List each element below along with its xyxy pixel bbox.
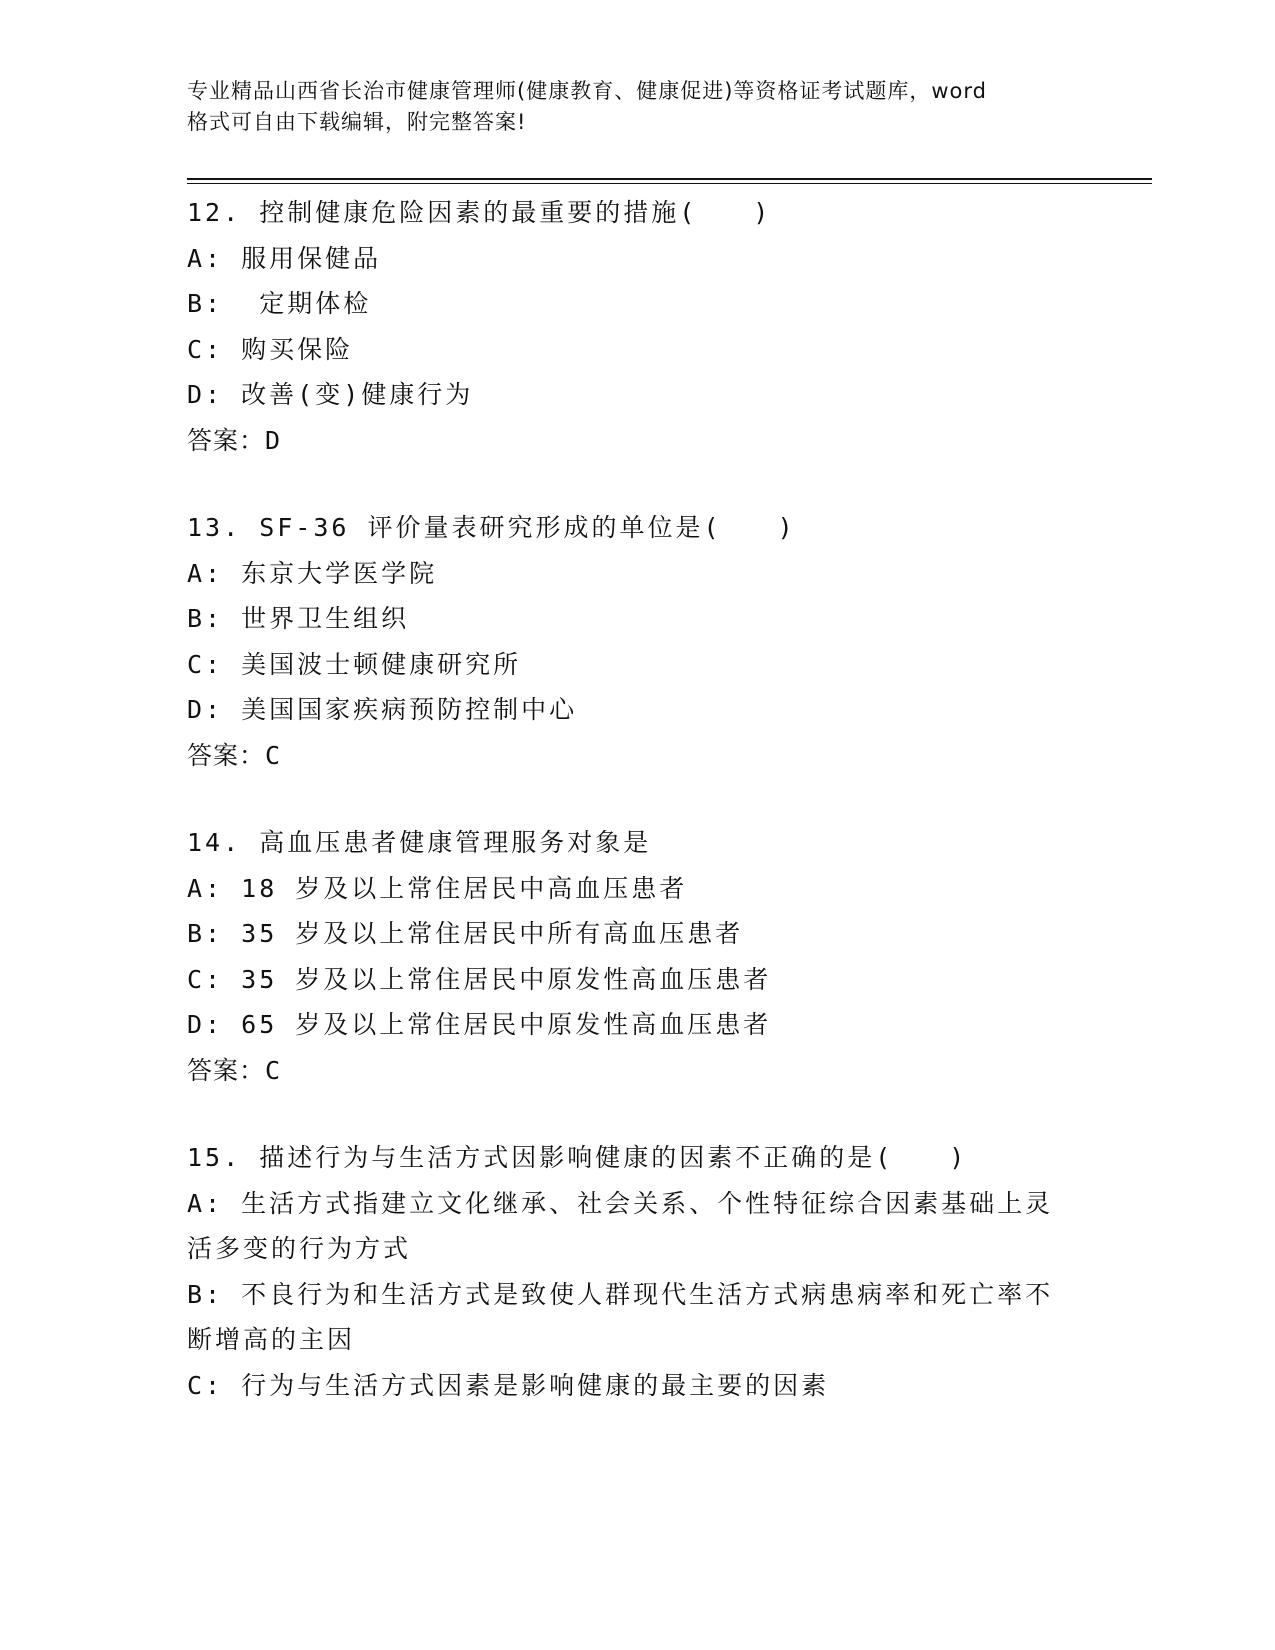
header-divider-thick (187, 178, 1152, 180)
option-d: D: 改善(变)健康行为 (187, 380, 474, 409)
header-divider-thin (187, 183, 1152, 184)
question-stem: 13. SF-36 评价量表研究形成的单位是( ) (187, 513, 796, 542)
header-line-1: 专业精品山西省长治市健康管理师(健康教育、健康促进)等资格证考试题库，word (187, 79, 988, 103)
question-list (187, 190, 1087, 1450)
option-a: A: 服用保健品 (187, 243, 382, 273)
question-15 (187, 1135, 1087, 1408)
header-line-2: 格式可自由下载编辑，附完整答案! (187, 110, 527, 134)
question-stem: 12. 控制健康危险因素的最重要的措施( ) (187, 198, 772, 227)
option-d: D: 65 岁及以上常住居民中原发性高血压患者 (187, 1010, 772, 1039)
option-c: C: 行为与生活方式因素是影响健康的最主要的因素 (187, 1370, 830, 1400)
option-d: D: 美国国家疾病预防控制中心 (187, 695, 578, 724)
question-12 (187, 190, 1087, 463)
document-header (187, 76, 1087, 138)
option-b-continued: 断增高的主因 (187, 1325, 356, 1354)
option-a-continued: 活多变的行为方式 (187, 1234, 412, 1263)
option-c: C: 美国波士顿健康研究所 (187, 649, 522, 679)
option-b: B: 不良行为和生活方式是致使人群现代生活方式病患病率和死亡率不 (187, 1279, 1054, 1309)
option-a: A: 东京大学医学院 (187, 558, 438, 588)
question-stem: 15. 描述行为与生活方式因影响健康的因素不正确的是( ) (187, 1143, 968, 1172)
answer-label: 答案：C (187, 1055, 282, 1085)
question-13 (187, 505, 1087, 778)
option-b: B: 35 岁及以上常住居民中所有高血压患者 (187, 919, 744, 948)
question-14 (187, 820, 1087, 1093)
question-stem: 14. 高血压患者健康管理服务对象是 (187, 828, 652, 857)
answer-label: 答案：C (187, 740, 282, 770)
option-a: A: 生活方式指建立文化继承、社会关系、个性特征综合因素基础上灵 (187, 1188, 1054, 1218)
option-b: B: 定期体检 (187, 289, 372, 318)
option-c: C: 35 岁及以上常住居民中原发性高血压患者 (187, 964, 772, 994)
option-c: C: 购买保险 (187, 334, 354, 364)
option-a: A: 18 岁及以上常住居民中高血压患者 (187, 873, 688, 903)
option-b: B: 世界卫生组织 (187, 604, 410, 633)
answer-label: 答案：D (187, 425, 282, 455)
